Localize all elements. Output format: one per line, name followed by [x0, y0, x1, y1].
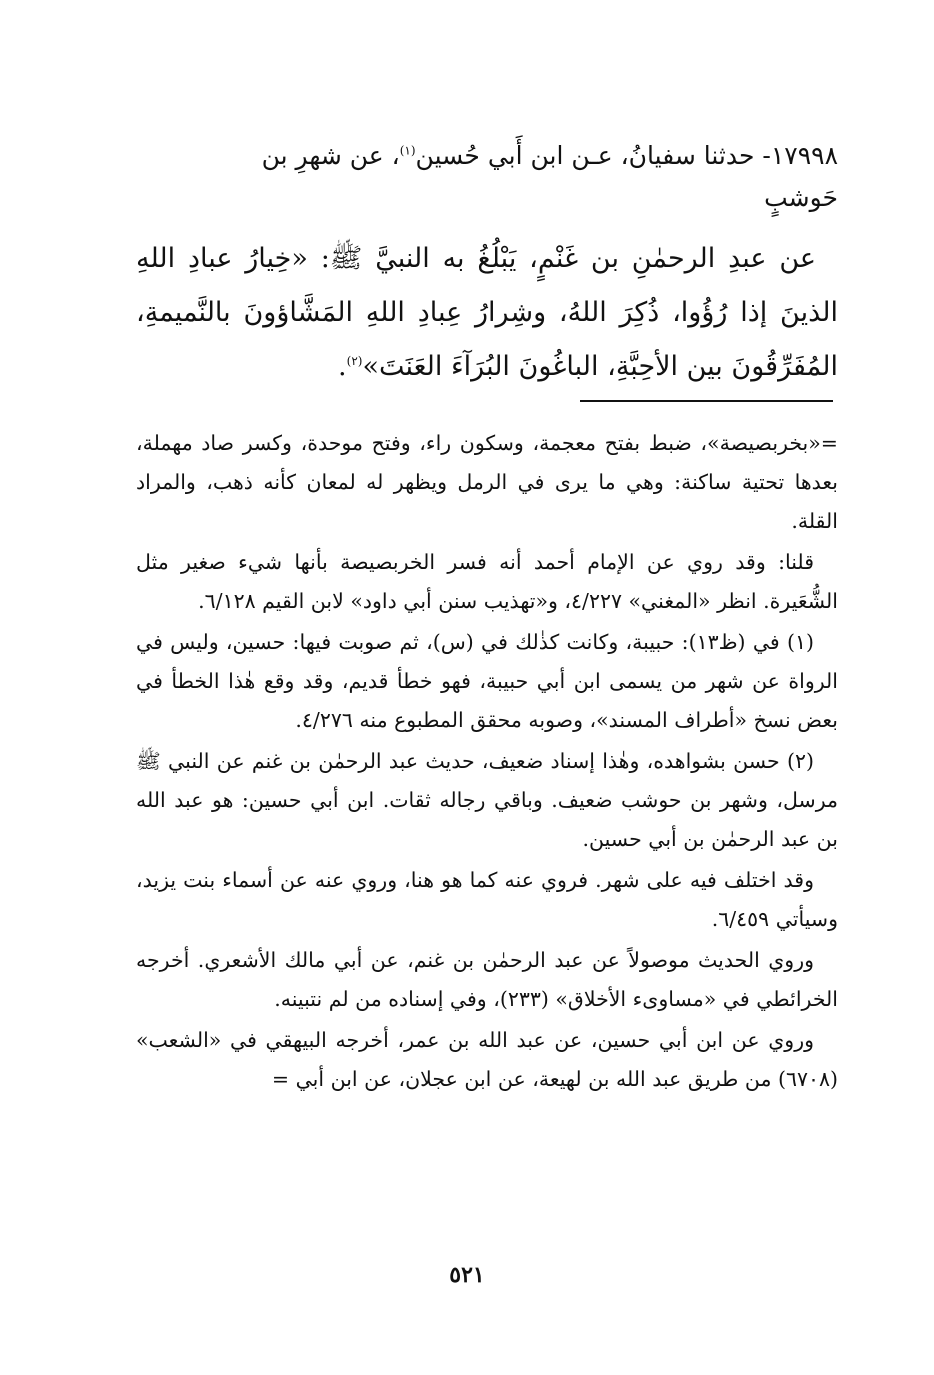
footnote-paragraph: وروي عن ابن أبي حسين، عن عبد الله بن عمر، أخرجه البيهقي في «الشعب» (٦٧٠٨) من طريق عبد الله بن لهيعة، عن ابن عجلان، عن ابن أبي =: [136, 1028, 838, 1091]
footnote-paragraph: وروي الحديث موصولاً عن عبد الرحمٰن بن غنم، عن أبي مالك الأشعري. أخرجه الخرائطي في «مساوىء الأخلاق» (٢٣٣)، وفي إسناده من لم نتبينه.: [136, 948, 838, 1011]
footnote-ref-2[interactable]: (٢): [346, 354, 363, 368]
footnote-1: (١) في (ظ١٣): حبيبة، وكانت كذٰلك في (س)، ثم صوبت فيها: حسين، وليس في الرواة عن شهر من يسمى ابن أبي حبيبة، فهو خطأ قديم، وقد وقع هٰذا الخطأ في بعض نسخ «أطراف المسند»، وصوبه محقق المطبوع منه ٤/٢٧٦.: [136, 630, 838, 732]
hadith-matn: [136, 232, 838, 394]
hadith-number: ١٧٩٩٨-: [762, 141, 838, 170]
chain-text: حدثنا سفيانُ، عـن ابن أَبي حُسين: [415, 141, 755, 170]
footnote-ref-1[interactable]: (١): [399, 143, 416, 158]
page-number: ٥٢١: [449, 1262, 485, 1288]
matn-end: .: [338, 351, 347, 382]
footnote-paragraph: وقد اختلف فيه على شهر. فروي عنه كما هو هنا، وروي عنه عن أسماء بنت يزيد، وسيأتي ٦/٤٥٩.: [136, 868, 838, 931]
footnote-continuation: =«بخربصيصة»، ضبط بفتح معجمة، وسكون راء، وفتح موحدة، وكسر صاد مهملة، بعدها تحتية ساكنة: وهي ما يرى في الرمل ويظهر له لمعان كأنه ذهب، والمراد القلة.: [136, 431, 838, 533]
footnote-separator: [580, 400, 833, 402]
chain-text-tail: ، عن شهرِ بن: [261, 141, 400, 170]
chain-text-line-2: حَوشبٍ: [764, 183, 838, 212]
hadith-chain-line: [136, 134, 838, 178]
matn-text: عن عبدِ الرحمٰنِ بن غَنْمٍ، يَبْلُغُ به النبيَّ ﷺ: «خِيارُ عبادِ اللهِ الذينَ إذا رُؤُوا، ذُكِرَ اللهُ، وشِرارُ عِبادِ اللهِ المَشَّاؤونَ بالنَّميمةِ، المُفَرِّقُونَ بين الأحِبَّةِ، الباغُونَ البُرَآءَ العَنَتَ»: [136, 243, 838, 382]
main-text-block: [136, 134, 838, 394]
footnote-2: (٢) حسن بشواهده، وهٰذا إسناد ضعيف، حديث عبد الرحمٰن بن غنم عن النبي ﷺ مرسل، وشهر بن حوشب ضعيف. وباقي رجاله ثقات. ابن أبي حسين: هو عبد الله بن عبد الرحمٰن بن أبي حسين.: [136, 749, 838, 851]
footnotes-block: [136, 424, 838, 1101]
footnote-paragraph: قلنا: وقد روي عن الإمام أحمد أنه فسر الخربصيصة بأنها شيء صغير مثل الشُّعَيرة. انظر «المغني» ٤/٢٢٧، و«تهذيب سنن أبي داود» لابن القيم ٦/١٢٨.: [136, 550, 838, 613]
